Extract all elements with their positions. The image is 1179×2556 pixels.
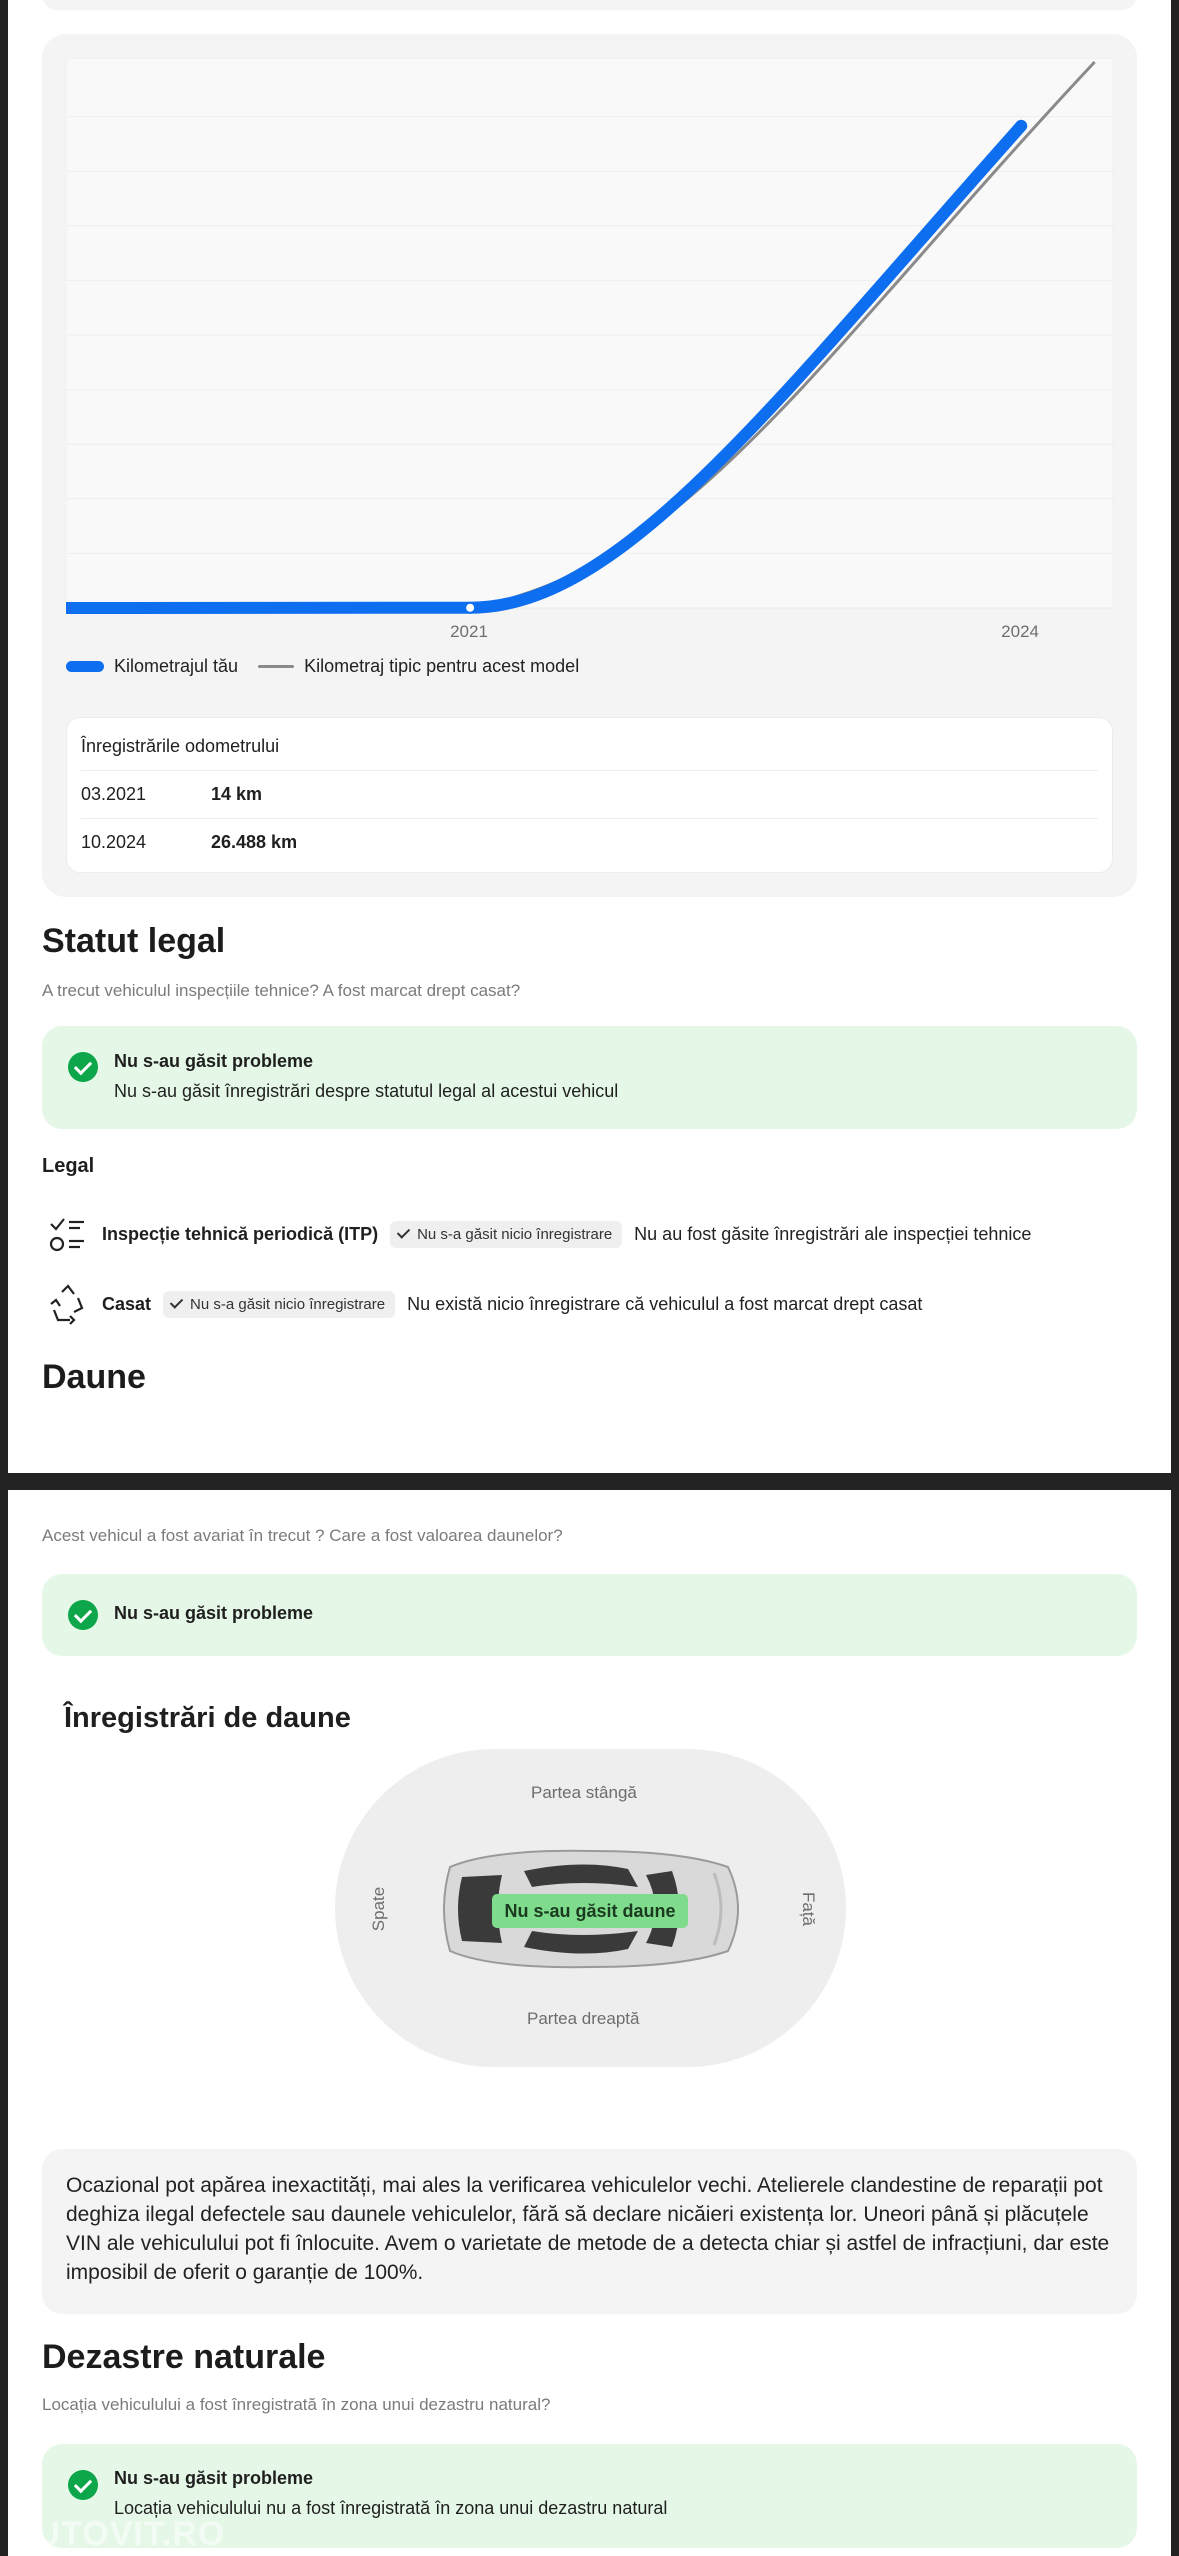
legal-subheading: Legal xyxy=(42,1155,95,1177)
odometer-table-header xyxy=(81,722,1098,770)
legal-ok-box xyxy=(42,1026,1137,1129)
check-circle-icon xyxy=(68,2470,98,2500)
legend-swatch-typical xyxy=(258,665,294,668)
table-row xyxy=(81,770,1098,818)
legal-ok-title: Nu s-au găsit probleme xyxy=(114,1051,314,1071)
legal-item-desc: Nu există nicio înregistrare că vehiculul a fost marcat drept casat xyxy=(407,1293,923,1314)
car-damage-diagram xyxy=(335,1749,846,2067)
legend-own-label: Kilometrajul tău xyxy=(114,656,239,676)
legal-item-casat xyxy=(48,1282,922,1326)
disasters-ok-text: Locația vehiculului nu a fost înregistrată în zona unui dezastru natural xyxy=(114,2498,668,2518)
legal-item-desc: Nu au fost găsite înregistrări ale inspecției tehnice xyxy=(634,1223,1032,1244)
checklist-icon xyxy=(48,1212,88,1256)
check-circle-icon xyxy=(68,1052,98,1082)
record-date: 03.2021 xyxy=(81,784,147,804)
chart-legend xyxy=(66,656,579,677)
damage-subtitle: Acest vehicul a fost avariat în trecut ? Care a fost valoarea daunelor? xyxy=(42,1526,563,1545)
x-tick-2021: 2021 xyxy=(450,622,488,641)
odometer-panel xyxy=(42,34,1137,897)
report-sheet-bottom xyxy=(8,1490,1171,2556)
report-sheet-top xyxy=(8,0,1171,1473)
watermark-logo: AUTOVIT.RO xyxy=(10,2515,226,2553)
legal-status-subtitle: A trecut vehiculul inspecțiile tehnice? A fost marcat drept casat? xyxy=(42,981,521,1000)
x-tick-2024: 2024 xyxy=(1001,622,1039,641)
check-circle-icon xyxy=(68,1600,98,1630)
odometer-records-table xyxy=(66,717,1113,873)
label-front: Față xyxy=(799,1891,819,1927)
disasters-ok-title: Nu s-au găsit probleme xyxy=(114,2468,314,2488)
legal-ok-text: Nu s-au găsit înregistrări despre statutul legal al acestui vehicul xyxy=(114,1081,619,1101)
recycle-icon xyxy=(48,1282,88,1326)
legal-item-name: Casat xyxy=(102,1293,152,1314)
label-left-side: Partea stângă xyxy=(531,1783,637,1802)
table-row xyxy=(81,818,1098,866)
odometer-chart-svg xyxy=(66,58,1113,614)
legend-swatch-own xyxy=(66,661,104,672)
no-damage-badge: Nu s-au găsit daune xyxy=(492,1894,688,1928)
odometer-chart xyxy=(66,58,1113,641)
label-right-side: Partea dreaptă xyxy=(527,2009,640,2028)
status-badge-label: Nu s-a găsit nicio înregistrare xyxy=(417,1225,613,1243)
status-badge-label: Nu s-a găsit nicio înregistrare xyxy=(190,1295,386,1313)
record-km: 26.488 km xyxy=(211,832,298,852)
previous-panel-edge xyxy=(42,0,1137,10)
data-point-2021 xyxy=(465,603,475,613)
legend-typical-label: Kilometraj tipic pentru acest model xyxy=(304,656,580,676)
legal-item-itp xyxy=(48,1212,1031,1256)
check-icon xyxy=(397,1225,410,1238)
chart-plot-area xyxy=(66,58,1113,608)
check-icon xyxy=(170,1295,183,1308)
odometer-table-title: Înregistrările odometrului xyxy=(81,735,280,756)
accuracy-disclaimer: Ocazional pot apărea inexactități, mai ales la verificarea vehiculelor vechi. Atelierele clandestine de reparații pot deghiza ilegal defectele sau daunele vehiculelor, fără să declare nicăieri existența lor. Uneori până și plăcuțele VIN ale vehiculului pot fi înlocuite. Avem o varietate de metode de a detecta chiar și astfel de infracțiuni, dar este imposibil de oferit o garanție de 100%. xyxy=(42,2149,1137,2314)
damage-ok-box xyxy=(42,1574,1137,1656)
natural-disasters-subtitle: Locația vehiculului a fost înregistrată în zona unui dezastru natural? xyxy=(42,2395,551,2414)
data-point-2024 xyxy=(1016,121,1026,131)
damage-records-title: Înregistrări de daune xyxy=(64,1702,351,1734)
legal-status-title: Statut legal xyxy=(42,922,226,960)
record-km: 14 km xyxy=(211,784,263,804)
label-rear: Spate xyxy=(369,1886,389,1932)
damage-ok-title: Nu s-au găsit probleme xyxy=(114,1603,314,1623)
status-badge xyxy=(390,1221,622,1248)
natural-disasters-title: Dezastre naturale xyxy=(42,2338,326,2376)
status-badge xyxy=(163,1291,395,1318)
legal-item-name: Inspecție tehnică periodică (ITP) xyxy=(102,1223,379,1244)
damage-section-title: Daune xyxy=(42,1358,146,1396)
record-date: 10.2024 xyxy=(81,832,147,852)
